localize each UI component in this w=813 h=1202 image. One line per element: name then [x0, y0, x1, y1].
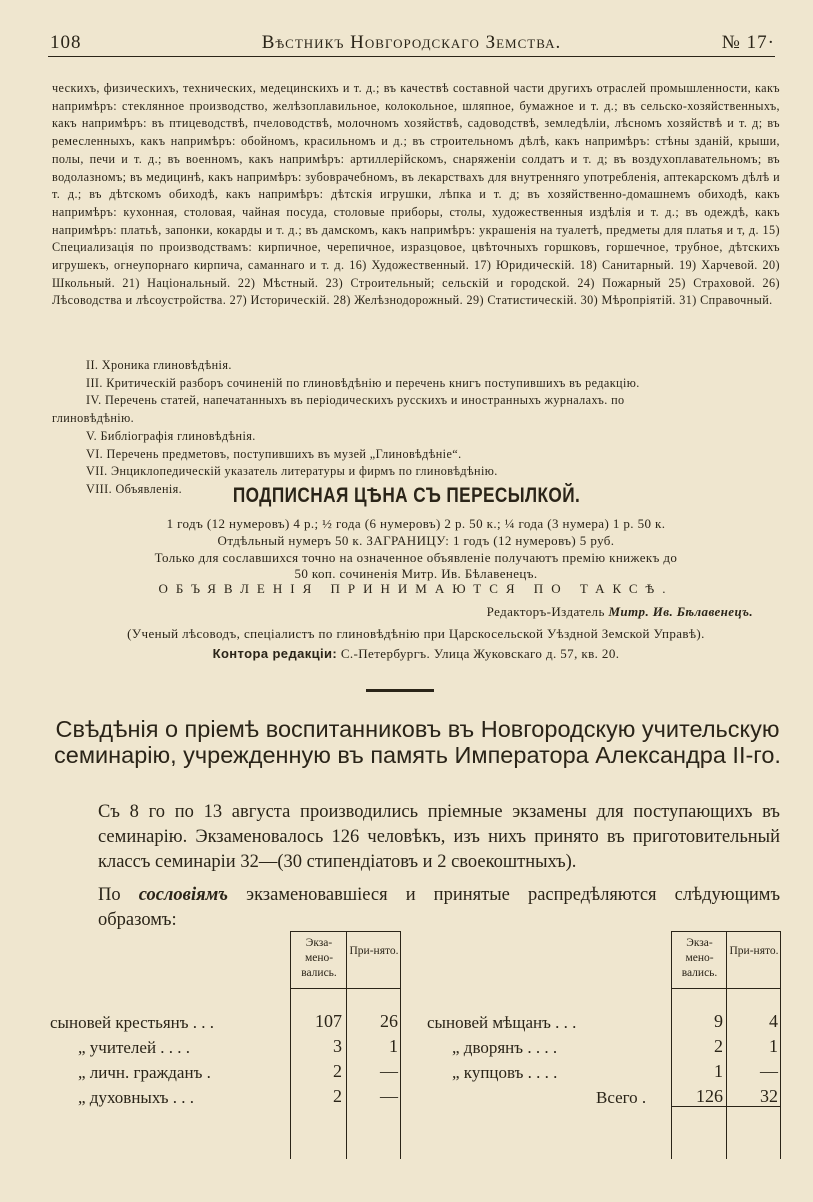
row-label: „ учителей . . . . [78, 1038, 191, 1057]
column-header-accepted: При-нято. [349, 945, 399, 957]
section-item: III. Критическій разборъ сочиненій по глиновѣдѣнію и перечень книгъ поступившихъ въ редакцію. [86, 375, 640, 390]
article-paragraph: По сословіямъ экзаменовавшіеся и принятые распредѣляются слѣдующимъ образомъ: [98, 885, 781, 930]
accepted-value: 1 [769, 1036, 778, 1056]
examined-value: 2 [333, 1061, 342, 1081]
column-header-examined: Экза-мено-вались. [301, 937, 337, 979]
article-paragraph: Съ 8 го по 13 августа производились пріемные экзамены для поступающихъ въ семинарію. Экзаменовалось 126 человѣкъ, изъ нихъ принято въ приготовительный классъ семинаріи 32—(30 стипендіатовъ и 2 своекоштныхъ). [98, 802, 780, 872]
accepted-value: 4 [769, 1011, 778, 1031]
price-line: 1 годъ (12 нумеровъ) 4 р.; ½ года (6 нумеровъ) 2 р. 50 к.; ¼ года (3 нумера) 1 р. 50 к. [166, 516, 666, 531]
editor-name: Митр. Ив. Бѣлавенецъ. [608, 604, 753, 619]
accepted-value: — [380, 1086, 398, 1106]
subscription-heading: ПОДПИСНАЯ ЦѢНА СЪ ПЕРЕСЫЛКОЙ. [232, 484, 581, 507]
section-item: глиновѣдѣнію. [52, 411, 135, 426]
accepted-value: — [760, 1061, 778, 1081]
article-title: Свѣдѣнія о пріемѣ воспитанниковъ въ Новгородскую учительскую семинарію, учрежденную въ память Императора Александра II-го. [54, 716, 781, 768]
accepted-value: 1 [389, 1036, 398, 1056]
office-line: Контора редакціи: С.-Петербургъ. Улица Жуковскаго д. 57, кв. 20. [212, 646, 620, 661]
ads-notice: ОБЪЯВЛЕНІЯ ПРИНИМАЮТСЯ ПО ТАКСѢ. [158, 581, 674, 596]
column-header-accepted: При-нято. [729, 945, 779, 957]
total-label: Всего . [596, 1088, 647, 1107]
examined-value: 2 [333, 1086, 342, 1106]
section-item: V. Библіографія глиновѣдѣнія. [86, 428, 256, 443]
section-item: VI. Перечень предметовъ, поступившихъ въ музей „Глиновѣдѣніе“. [86, 446, 462, 461]
accepted-value: — [380, 1061, 398, 1081]
premium-line: 50 коп. сочиненія Митр. Ив. Бѣлавенецъ. [294, 566, 538, 581]
journal-title: Вѣстникъ Новгородскаго Земства. [261, 32, 562, 53]
issue-number: № 17· [721, 32, 775, 53]
examined-value: 9 [714, 1011, 723, 1031]
section-item: IV. Перечень статей, напечатанныхъ въ періодическихъ русскихъ и иностранныхъ журналахъ. по [86, 393, 625, 408]
premium-line: Только для сославшихся точно на означенное объявленіе получаютъ премію книжекъ до [154, 550, 678, 565]
row-label: „ духовныхъ . . . [78, 1088, 194, 1107]
examined-value: 107 [315, 1011, 342, 1031]
page-number: 108 [50, 32, 82, 53]
section-item: II. Хроника глиновѣдѣнія. [86, 358, 232, 372]
price-line: Отдѣльный нумеръ 50 к. ЗАГРАНИЦУ: 1 годъ (12 нумеровъ) 5 руб. [217, 533, 615, 548]
editor-line: Редакторъ-Издатель Митр. Ив. Бѣлавенецъ. [486, 604, 753, 619]
row-label: „ дворянъ . . . . [452, 1038, 558, 1057]
section-item: VII. Энциклопедическій указатель литературы и фирмъ по глиновѣдѣнію. [86, 464, 498, 479]
section-item: VIII. Объявленія. [86, 481, 183, 496]
column-header-examined: Экза-мено-вались. [681, 937, 718, 979]
top-paragraph: ческихъ, физическихъ, технических, медецинскихъ и т. д.; въ качествѣ составной части другихъ отраслей промышленности, какъ напримѣръ: стеклянное производство, желѣзоплавильное, колокольное, шляпное, бумажное и т. д.; въ сельско-хозяйственныхъ, какъ напримѣръ: въ птицеводствѣ, пчеловодствѣ, молочномъ хозяйствѣ, садоводствѣ, земледѣліи, лѣсномъ хозяйствѣ и т. д; въ ремесленныхъ, какъ напримѣръ: обойномъ, красильномъ и д.; въ строительномъ дѣлѣ, какъ напримѣръ: стѣны зданій, крыши, полы, печи и т. д.; въ военномъ, какъ напримѣръ: артиллерійскомъ, снаряженіи солдатъ и т. д; въ воздухоплавательномъ; въ водолазномъ; въ медицинѣ, какъ напримѣръ: зубоврачебномъ, въ лекарствахъ для внутренняго употребленія, аптекарскомъ дѣлѣ и т. д.; въ дѣтскомъ обиходѣ, какъ напримѣръ: дѣтскія игрушки, лѣпка и т. д; въ хозяйственно-домашнемъ обиходѣ, какъ напримѣръ: кухонная, столовая, чайная посуда, столовые приборы, столы, художественныя издѣлія и т. д.; въ одеждѣ, какъ напримѣръ: платьѣ, запонки, кокарды и т. д.; въ дамскомъ, какъ напримѣръ: украшенія на туалетѣ, предметы для платья и т, д. 15) Специализація по производствамъ: кирпичное, черепичное, изразцовое, цвѣточныхъ горшковъ, горшечное, трубное, дѣтскихъ игрушекъ, огнеупорнаго кирпича, саманнаго и т. д. 16) Художественный. 17) Юридическій. 18) Санитарный. 19) Харчевой. 20) Школьный. 21) Національный. 22) Мѣстный. 23) Строительный; сельскій и городской. 24) Пожарный 25) Страховой. 26) Лѣсоводства и лѣсоустройства. 27) Историческій. 28) Желѣзнодорожный. 29) Статистическій. 30) Мѣропріятій. 31) Справочный. [52, 81, 780, 308]
examined-value: 3 [333, 1036, 342, 1056]
row-label: сыновей крестьянъ . . . [50, 1013, 215, 1032]
accepted-value: 26 [380, 1011, 398, 1031]
row-label: „ купцовъ . . . . [452, 1063, 558, 1082]
row-label: „ личн. гражданъ . [78, 1063, 211, 1082]
row-label: сыновей мѣщанъ . . . [427, 1013, 577, 1032]
examined-value: 1 [714, 1061, 723, 1081]
total-examined: 126 [696, 1086, 723, 1106]
examined-value: 2 [714, 1036, 723, 1056]
editor-credentials: (Ученый лѣсоводъ, спеціалистъ по глиновѣдѣнію при Царскосельской Уѣздной Земской Управѣ). [127, 626, 705, 641]
emphasis: сословіямъ [138, 885, 229, 905]
total-accepted: 32 [760, 1086, 778, 1106]
